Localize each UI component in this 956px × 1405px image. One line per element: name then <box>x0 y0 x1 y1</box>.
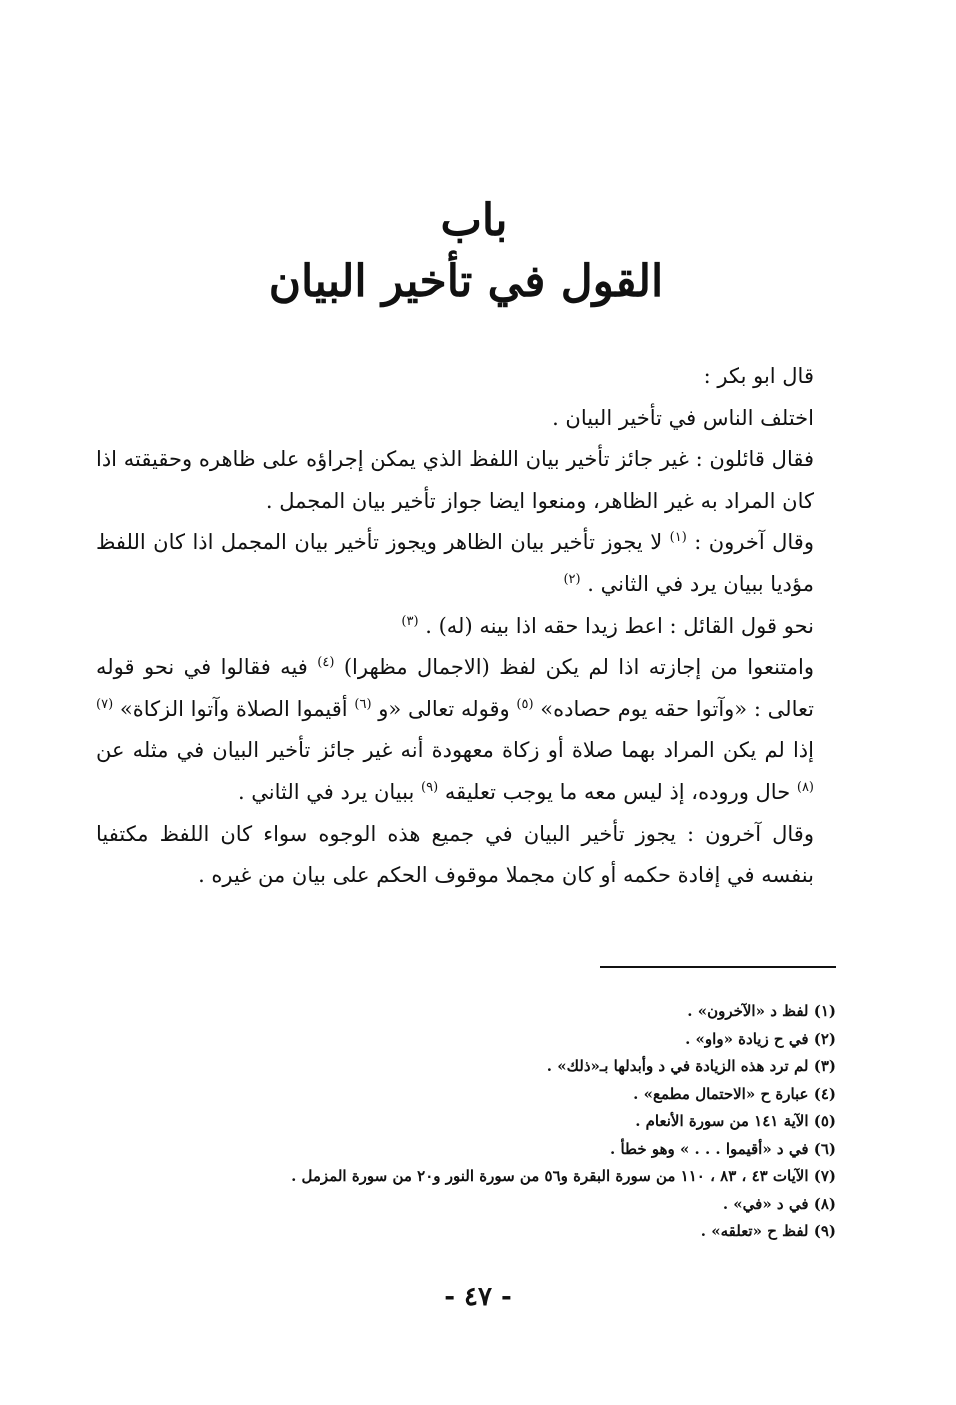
paragraph-first-opinion: فقال قائلون : غير جائز تأخير بيان اللفظ الذي يمكن إجراؤه على ظاهره وحقيقته اذا كان المراد به غير الظاهر، ومنعوا ايضا جواز تأخير بيان المجمل . <box>96 447 814 513</box>
text-run: وامتنعوا من إجازته اذا لم يكن لفظ (الاجمال مظهرا) <box>343 655 814 680</box>
footnote-9: (٩) لفظ ح «تعلقه» . <box>700 1222 836 1240</box>
footnote-separator <box>600 966 836 968</box>
footnote-ref-9: (٩) <box>421 779 439 795</box>
footnote-8: (٨) في د «في» . <box>722 1194 836 1213</box>
footnote-2: (٢) في ح زيادة «واو» . <box>685 1029 836 1048</box>
footnote-ref-7: (٧) <box>96 696 114 712</box>
footnote-ref-6: (٦) <box>354 696 372 712</box>
footnote-ref-8: (٨) <box>796 779 814 795</box>
chapter-heading <box>0 192 956 314</box>
heading-bab: باب <box>440 195 508 246</box>
paragraph-opener: قال ابو بكر : <box>703 364 814 388</box>
footnote-6: (٦) في د «أقيموا . . . » وهو خطأ . <box>610 1139 836 1158</box>
footnote-1: (١) لفظ د «الآخرون» . <box>687 1002 836 1020</box>
text-run: فيه فقالوا في نحو قوله تعالى : «وآتوا حقه يوم حصاده» <box>96 655 814 721</box>
footnote-3: (٣) لم ترد هذه الزيادة في د وأبدلها بـ«ذلك» . <box>546 1057 836 1075</box>
footnote-ref-5: (٥) <box>516 696 534 712</box>
footnote-ref-4: (٤) <box>317 655 335 671</box>
text-run: لا يجوز تأخير بيان الظاهر ويجوز تأخير بيان المجمل اذا كان اللفظ مؤديا ببيان يرد في الثاني . <box>96 530 814 596</box>
footnotes <box>76 998 836 1246</box>
text-run: ببيان يرد في الثاني . <box>237 779 415 804</box>
footnote-ref-2: (٢) <box>563 571 581 587</box>
paragraph-second-opinion <box>96 522 838 605</box>
heading-title: القول في تأخير البيان <box>268 256 664 307</box>
footnote-5: (٥) الآية ١٤١ من سورة الأنعام . <box>635 1112 836 1130</box>
paragraph-disagreement: اختلف الناس في تأخير البيان . <box>552 405 814 430</box>
footnote-ref-1: (١) <box>669 530 687 546</box>
page-number: - ٤٧ - <box>444 1282 512 1312</box>
main-text <box>96 356 838 897</box>
footnote-4: (٤) عبارة ح «الاحتمال مطمع» . <box>633 1084 836 1103</box>
paragraph-third-opinion: وقال آخرون : يجوز تأخير البيان في جميع هذه الوجوه سواء كان اللفظ مكتفيا بنفسه في إفادة حكمه أو كان مجملا موقوف الحكم على بيان من غيره . <box>96 821 814 888</box>
footnote-ref-3: (٣) <box>401 613 419 629</box>
footnote-7: (٧) الآيات ٤٣ ، ٨٣ ، ١١٠ من سورة البقرة و٥٦ من سورة النور و٢٠ من سورة المزمل . <box>291 1167 836 1185</box>
text-run: حال وروده، إذ ليس معه ما يوجب تعليقه <box>444 779 791 804</box>
text-run: نحو قول القائل : اعط زيدا حقه اذا بينه (له) . <box>425 613 814 638</box>
paragraph-refusal <box>96 647 838 813</box>
text-run: وقوله تعالى «و <box>378 696 510 721</box>
paragraph-example <box>96 606 838 648</box>
text-run: إذا لم يكن المراد بهما صلاة أو زكاة معهودة أنه غير جائز تأخير البيان في مثله عن <box>96 738 814 763</box>
text-run: أقيموا الصلاة وآتوا الزكاة» <box>119 696 348 721</box>
text-run: وقال آخرون : <box>694 530 814 555</box>
